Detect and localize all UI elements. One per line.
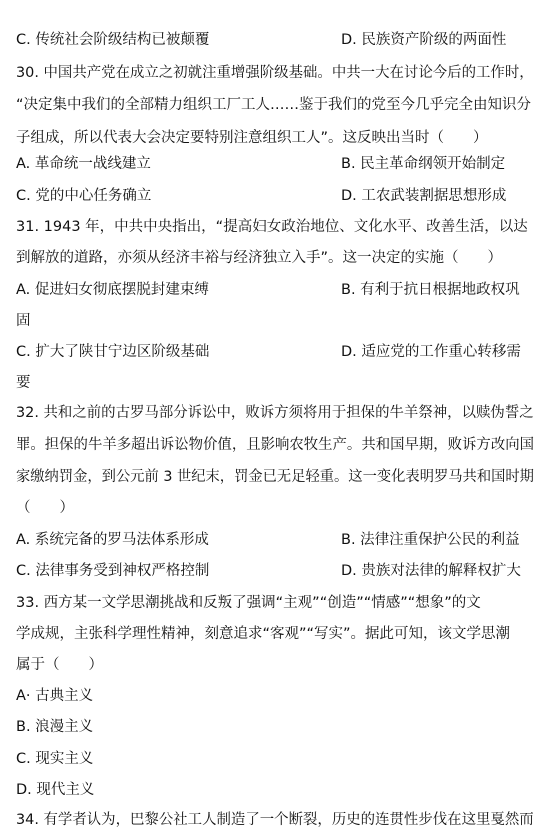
q30-option-b: B. 民主革命纲领开始制定	[341, 156, 506, 172]
q34-stem-line-1: 34. 有学者认为，巴黎公社工人制造了一个断裂，历史的连贯性步伐在这里戛然而	[16, 812, 534, 828]
q32-option-a: A. 系统完备的罗马法体系形成	[16, 532, 209, 548]
q33-option-c: C. 现实主义	[16, 751, 94, 767]
q30-option-d: D. 工农武装割据思想形成	[341, 188, 507, 204]
q29-option-c: C. 传统社会阶级结构已被颠覆	[16, 32, 210, 48]
q30-stem-line-3: 子组成，所以代表大会决定要特别注意组织工人”。这反映出当时（ ）	[16, 130, 488, 146]
q31-option-c: C. 扩大了陕甘宁边区阶级基础	[16, 344, 210, 360]
q30-stem-line-1: 30. 中国共产党在成立之初就注重增强阶级基础。中共一大在讨论今后的工作时，	[16, 65, 534, 81]
q32-option-c: C. 法律事务受到神权严格控制	[16, 563, 210, 579]
q31-stem-line-1: 31. 1943 年，中共中央指出，“提高妇女政治地位、文化水平、改善生活，以达	[16, 219, 528, 235]
q33-option-b: B. 浪漫主义	[16, 719, 94, 735]
q30-option-c: C. 党的中心任务确立	[16, 188, 152, 204]
q31-option-d-continued: 要	[16, 375, 31, 391]
q31-option-b: B. 有利于抗日根据地政权巩	[341, 282, 520, 298]
q32-stem-line-3: 家缴纳罚金，到公元前 3 世纪末，罚金已无足轻重。这一变化表明罗马共和国时期	[16, 469, 534, 485]
q32-stem-line-2: 罪。担保的牛羊多超出诉讼物价值，且影响农牧生产。共和国早期，败诉方改向国	[16, 437, 534, 453]
q31-option-b-continued: 固	[16, 313, 31, 329]
q32-option-d: D. 贵族对法律的解释权扩大	[341, 563, 521, 579]
q33-option-a: A· 古典主义	[16, 688, 94, 704]
q33-stem-line-2: 学成规，主张科学理性精神，刻意追求“客观”“写实”。据此可知，该文学思潮	[16, 626, 511, 642]
q31-stem-line-2: 到解放的道路，亦须从经济丰裕与经济独立入手”。这一决定的实施（ ）	[16, 250, 503, 266]
q33-stem-line-1: 33. 西方某一文学思潮挑战和反叛了强调“主观”“创造”“情感”“想象”的文	[16, 595, 481, 611]
q29-option-d: D. 民族资产阶级的两面性	[341, 32, 507, 48]
q32-stem-line-1: 32. 共和之前的古罗马部分诉讼中，败诉方须将用于担保的牛羊祭神，以赎伪誓之	[16, 405, 534, 421]
q30-stem-line-2: “决定集中我们的全部精力组织工厂工人……鉴于我们的党至今几乎完全由知识分	[16, 97, 532, 113]
q31-option-d: D. 适应党的工作重心转移需	[341, 344, 521, 360]
q31-option-a: A. 促进妇女彻底摆脱封建束缚	[16, 282, 209, 298]
q33-option-d: D. 现代主义	[16, 782, 95, 798]
q33-stem-line-3: 属于（ ）	[16, 657, 103, 673]
q32-option-b: B. 法律注重保护公民的利益	[341, 532, 520, 548]
q30-option-a: A. 革命统一战线建立	[16, 156, 151, 172]
q32-stem-line-4: （ ）	[16, 500, 74, 516]
